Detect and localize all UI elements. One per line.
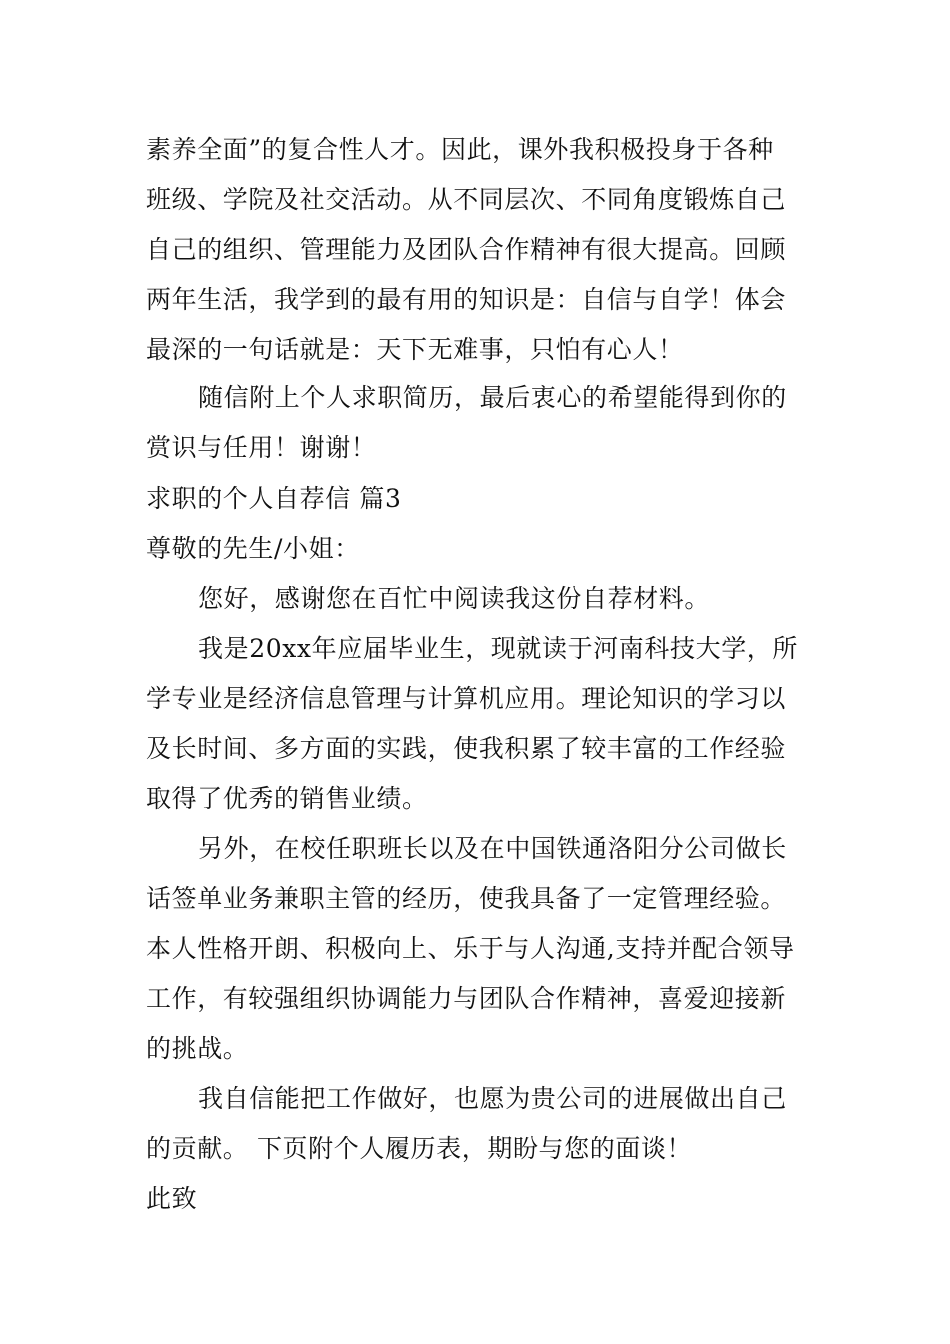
- paragraph-line: 赏识与任用！谢谢！: [146, 433, 377, 462]
- paragraph-line: 本人性格开朗、积极向上、乐于与人沟通,支持并配合领导: [146, 934, 795, 963]
- paragraph-line: 两年生活，我学到的最有用的知识是：自信与自学！体会: [146, 285, 787, 314]
- salutation: 尊敬的先生/小姐：: [146, 534, 360, 563]
- paragraph-line: 自己的组织、管理能力及团队合作精神有很大提高。回顾: [146, 235, 787, 264]
- paragraph-line: 的贡献。 下页附个人履历表，期盼与您的面谈！: [146, 1134, 693, 1163]
- paragraph-line: 班级、学院及社交活动。从不同层次、不同角度锻炼自己: [146, 185, 787, 214]
- section-heading: 求职的个人自荐信 篇3: [146, 484, 402, 513]
- paragraph-line: 您好，感谢您在百忙中阅读我这份自荐材料。: [198, 584, 711, 613]
- paragraph-line: 取得了优秀的销售业绩。: [146, 784, 428, 813]
- paragraph-line: 最深的一句话就是：天下无难事，只怕有心人！: [146, 335, 684, 364]
- paragraph-line: 及长时间、多方面的实践，使我积累了较丰富的工作经验: [146, 734, 787, 763]
- paragraph-line: 另外，在校任职班长以及在中国铁通洛阳分公司做长: [198, 834, 787, 863]
- closing-line: 此致: [146, 1184, 198, 1213]
- paragraph-line: 话签单业务兼职主管的经历，使我具备了一定管理经验。: [146, 884, 787, 913]
- paragraph-line: 我自信能把工作做好，也愿为贵公司的进展做出自己: [198, 1084, 787, 1113]
- paragraph-line: 随信附上个人求职简历，最后衷心的希望能得到你的: [198, 383, 787, 412]
- paragraph-line: 学专业是经济信息管理与计算机应用。理论知识的学习以: [146, 684, 787, 713]
- paragraph-line: 我是20xx年应届毕业生，现就读于河南科技大学，所: [198, 634, 799, 663]
- paragraph-line: 素养全面”的复合性人才。因此，课外我积极投身于各种: [146, 135, 774, 164]
- paragraph-line: 工作，有较强组织协调能力与团队合作精神，喜爱迎接新: [146, 984, 787, 1013]
- paragraph-line: 的挑战。: [146, 1034, 249, 1063]
